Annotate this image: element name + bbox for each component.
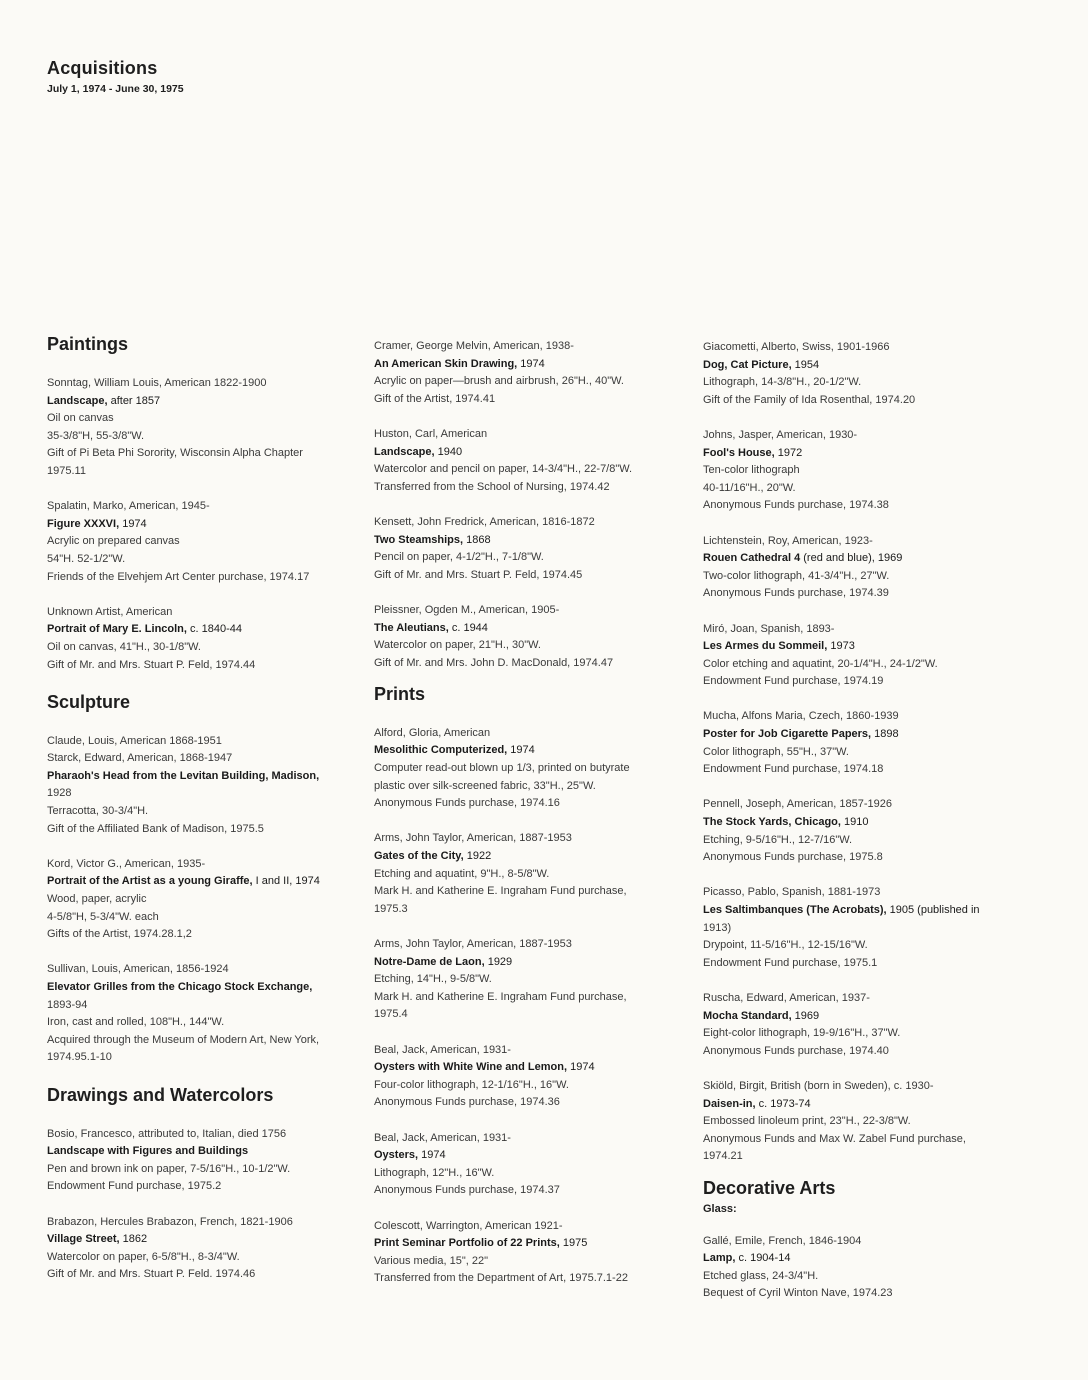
acquisition-entry: [703, 621, 1003, 691]
artist-line: Ruscha, Edward, American, 1937-: [703, 991, 870, 1004]
detail-line: Gift of Mr. and Mrs. Stuart P. Feld, 1974.45: [374, 568, 583, 581]
detail-line: 40-11/16"H., 20"W.: [703, 481, 796, 494]
section: [703, 339, 1003, 1166]
detail-line: Lithograph, 12"H., 16"W.: [374, 1166, 495, 1179]
work-title: Les Armes du Sommeil,: [703, 640, 828, 653]
artist-line: Starck, Edward, American, 1868-1947: [47, 752, 233, 765]
detail-line: Lithograph, 14-3/8"H., 20-1/2"W.: [703, 376, 862, 389]
acquisition-entry: [47, 498, 347, 586]
artist-line: Sullivan, Louis, American, 1856-1924: [47, 963, 229, 976]
detail-line: Anonymous Funds purchase, 1974.36: [374, 1096, 560, 1109]
column-right: [703, 339, 1003, 1320]
work-title-line: [47, 1231, 347, 1249]
acquisition-entry: [703, 1233, 1003, 1303]
detail-line: Endowment Fund purchase, 1975.2: [47, 1180, 222, 1193]
artist-line: Pleissner, Ogden M., American, 1905-: [374, 603, 560, 616]
artist-line: Arms, John Taylor, American, 1887-1953: [374, 832, 572, 845]
artist-line: Arms, John Taylor, American, 1887-1953: [374, 938, 572, 950]
acquisition-entry: [47, 733, 347, 839]
detail-line: Gift of Mr. and Mrs. John D. MacDonald, 1974.47: [374, 656, 614, 669]
work-date: 1940: [434, 445, 463, 458]
acquisition-entry: [703, 533, 1003, 603]
work-title: Fool's House,: [703, 446, 775, 459]
work-date: c. 1973-74: [755, 1097, 811, 1110]
acquisition-entry: [374, 1218, 674, 1288]
work-title: Landscape,: [47, 394, 108, 407]
work-title-line: [47, 516, 347, 534]
work-title: Dog, Cat Picture,: [703, 358, 792, 371]
artist-line: Bosio, Francesco, attributed to, Italian, died 1756: [47, 1127, 287, 1140]
work-date: I and II, 1974: [252, 875, 320, 888]
work-date: 1975: [559, 1237, 588, 1250]
detail-line: Gifts of the Artist, 1974.28.1,2: [47, 928, 192, 941]
work-date: 1974: [567, 1061, 595, 1074]
work-title-line: [374, 620, 674, 638]
work-title: Print Seminar Portfolio of 22 Prints,: [374, 1237, 560, 1250]
date-range: July 1, 1974 - June 30, 1975: [47, 83, 184, 95]
artist-line: Mucha, Alfons Maria, Czech, 1860-1939: [703, 710, 899, 723]
detail-line: 54"H. 52-1/2"W.: [47, 552, 126, 565]
page-title: Acquisitions: [47, 58, 158, 78]
work-title: An American Skin Drawing,: [374, 357, 518, 370]
detail-line: 1928: [47, 787, 72, 800]
detail-line: Four-color lithograph, 12-1/16"H., 16"W.: [374, 1078, 569, 1091]
acquisition-entry: [374, 1042, 674, 1112]
detail-line: Transferred from the School of Nursing, 1974.42: [374, 480, 610, 493]
detail-line: Acrylic on prepared canvas: [47, 535, 180, 548]
detail-line: Etching, 14"H., 9-5/8"W.: [374, 973, 492, 986]
work-title: Les Saltimbanques (The Acrobats),: [703, 904, 887, 916]
section: [47, 692, 347, 1067]
acquisition-entry: [374, 602, 674, 672]
artist-line: Lichtenstein, Roy, American, 1923-: [703, 534, 873, 547]
work-date: 1974: [119, 517, 147, 530]
detail-line: Acrylic on paper—brush and airbrush, 26"H., 40"W.: [374, 375, 624, 388]
acquisition-entry: [47, 1214, 347, 1284]
artist-line: Picasso, Pablo, Spanish, 1881-1973: [703, 886, 881, 899]
section-title: Decorative Arts: [703, 1177, 836, 1198]
acquisition-entry: [374, 936, 674, 1024]
work-title: Rouen Cathedral 4: [703, 552, 801, 565]
detail-line: Various media, 15", 22": [374, 1254, 489, 1267]
work-title: Mesolithic Computerized,: [374, 744, 508, 757]
detail-line: Anonymous Funds purchase, 1974.39: [703, 587, 889, 600]
work-title: Figure XXXVI,: [47, 517, 120, 530]
detail-line: 1975.11: [47, 464, 86, 477]
detail-line: Gift of the Affiliated Bank of Madison, 1975.5: [47, 822, 264, 835]
artist-line: Miró, Joan, Spanish, 1893-: [703, 622, 835, 635]
work-date: 1868: [463, 533, 491, 546]
artist-line: Spalatin, Marko, American, 1945-: [47, 500, 210, 513]
artist-line: Brabazon, Hercules Brabazon, French, 1821-1906: [47, 1215, 293, 1228]
artist-line: Johns, Jasper, American, 1930-: [703, 428, 858, 441]
acquisition-entry: [703, 796, 1003, 866]
acquisition-entry: [703, 884, 1003, 972]
detail-line: Endowment Fund purchase, 1974.19: [703, 675, 884, 688]
detail-line: Gift of Pi Beta Phi Sorority, Wisconsin Alpha Chapter: [47, 447, 303, 460]
section: [47, 334, 347, 674]
work-title-line: [703, 1008, 1003, 1026]
detail-line: Anonymous Funds purchase, 1974.40: [703, 1044, 889, 1057]
work-date: 1974: [517, 357, 545, 370]
detail-line: 1974.21: [703, 1150, 743, 1163]
artist-line: Alford, Gloria, American: [374, 726, 491, 739]
work-title: Daisen-in,: [703, 1097, 756, 1110]
detail-line: Mark H. and Katherine E. Ingraham Fund purchase,: [374, 990, 627, 1003]
artist-line: Huston, Carl, American: [374, 427, 488, 440]
column-left: [47, 334, 347, 1302]
section-title: Drawings and Watercolors: [47, 1084, 274, 1105]
acquisition-entry: [703, 708, 1003, 778]
work-date: 1910: [840, 816, 869, 829]
work-title-line: [374, 356, 674, 374]
detail-line: Color etching and aquatint, 20-1/4"H., 24-1/2"W.: [703, 657, 938, 670]
work-title: The Aleutians,: [374, 621, 449, 634]
artist-line: Skiöld, Birgit, British (born in Sweden), c. 1930-: [703, 1079, 934, 1092]
detail-line: Oil on canvas, 41"H., 30-1/8"W.: [47, 640, 201, 653]
work-date: c. 1904-14: [735, 1252, 791, 1265]
work-title-line: [47, 1143, 347, 1161]
section: [374, 338, 674, 672]
section: [47, 1085, 347, 1284]
work-date: 1922: [463, 850, 492, 863]
column-middle: [374, 338, 674, 1305]
detail-line: Iron, cast and rolled, 108"H., 144"W.: [47, 1016, 225, 1029]
artist-line: Unknown Artist, American: [47, 605, 173, 618]
acquisition-entry: [374, 830, 674, 918]
detail-line: Etching and aquatint, 9"H., 8-5/8"W.: [374, 867, 550, 880]
detail-line: 1913): [703, 921, 732, 934]
artist-line: Giacometti, Alberto, Swiss, 1901-1966: [703, 341, 890, 353]
acquisition-entry: [47, 1126, 347, 1196]
detail-line: Anonymous Funds purchase, 1975.8: [703, 851, 883, 864]
detail-line: 1893-94: [47, 998, 88, 1011]
acquisition-entry: [374, 338, 674, 408]
work-title: Two Steamships,: [374, 533, 464, 546]
work-title-line: [703, 1096, 1003, 1114]
detail-line: Terracotta, 30-3/4"H.: [47, 805, 149, 818]
work-title-line: [374, 1147, 674, 1165]
work-title-line: [374, 742, 674, 760]
work-date: 1862: [119, 1233, 148, 1246]
detail-line: Wood, paper, acrylic: [47, 893, 147, 906]
detail-line: plastic over silk-screened fabric, 33"H., 25"W.: [374, 779, 596, 792]
section: [703, 1178, 1003, 1303]
detail-line: Anonymous Funds purchase, 1974.16: [374, 797, 560, 810]
work-title-line: [47, 621, 347, 639]
artist-line: Kensett, John Fredrick, American, 1816-1872: [374, 515, 595, 528]
work-title-line: [47, 979, 347, 997]
detail-line: Color lithograph, 55"H., 37"W.: [703, 745, 849, 758]
work-title: Elevator Grilles from the Chicago Stock Exchange,: [47, 981, 313, 993]
detail-line: Endowment Fund purchase, 1975.1: [703, 956, 878, 969]
section-title: Sculpture: [47, 691, 131, 712]
artist-line: Kord, Victor G., American, 1935-: [47, 857, 206, 870]
detail-line: Transferred from the Department of Art, 1975.7.1-22: [374, 1272, 628, 1285]
work-title-line: [47, 768, 347, 786]
detail-line: Watercolor on paper, 6-5/8"H., 8-3/4"W.: [47, 1250, 240, 1263]
detail-line: Watercolor and pencil on paper, 14-3/4"H., 22-7/8"W.: [374, 463, 633, 476]
work-title: Gates of the City,: [374, 850, 464, 863]
detail-line: Bequest of Cyril Winton Nave, 1974.23: [703, 1287, 893, 1300]
work-date: (red and blue), 1969: [800, 552, 903, 565]
acquisition-entry: [47, 604, 347, 674]
detail-line: Drypoint, 11-5/16"H., 12-15/16"W.: [703, 939, 868, 952]
section: [374, 684, 674, 1288]
detail-line: Gift of the Artist, 1974.41: [374, 392, 496, 405]
work-date: 1973: [827, 640, 855, 653]
work-date: 1905 (published in: [886, 904, 980, 916]
work-title-line: [374, 1059, 674, 1077]
detail-line: Embossed linoleum print, 23"H., 22-3/8"W.: [703, 1115, 911, 1128]
detail-line: Endowment Fund purchase, 1974.18: [703, 763, 884, 776]
work-date: 1974: [507, 744, 535, 757]
work-date: 1969: [791, 1009, 820, 1022]
detail-line: Friends of the Elvehjem Art Center purchase, 1974.17: [47, 570, 310, 583]
acquisition-entry: [703, 990, 1003, 1060]
work-date: 1972: [774, 446, 803, 459]
detail-line: Gift of Mr. and Mrs. Stuart P. Feld, 1974.44: [47, 658, 256, 671]
acquisition-entry: [47, 856, 347, 944]
work-title: Oysters with White Wine and Lemon,: [374, 1061, 568, 1074]
work-title: Notre-Dame de Laon,: [374, 955, 485, 968]
detail-line: Eight-color lithograph, 19-9/16"H., 37"W.: [703, 1027, 901, 1040]
detail-line: Etching, 9-5/16"H., 12-7/16"W.: [703, 833, 853, 846]
work-title-line: [47, 393, 347, 411]
work-date: after 1857: [107, 394, 161, 407]
work-title-line: [703, 357, 1003, 375]
detail-line: Two-color lithograph, 41-3/4"H., 27"W.: [703, 569, 890, 582]
acquisition-entry: [703, 339, 1003, 409]
work-title: Poster for Job Cigarette Papers,: [703, 728, 872, 741]
work-title-line: [703, 1250, 1003, 1268]
detail-line: Anonymous Funds and Max W. Zabel Fund purchase,: [703, 1132, 966, 1145]
work-title: Oysters,: [374, 1149, 419, 1162]
detail-line: 1974.95.1-10: [47, 1051, 112, 1064]
work-title: Portrait of Mary E. Lincoln,: [47, 623, 187, 636]
work-title-line: [374, 848, 674, 866]
artist-line: Cramer, George Melvin, American, 1938-: [374, 340, 574, 352]
artist-line: Beal, Jack, American, 1931-: [374, 1043, 511, 1056]
acquisition-entry: [47, 375, 347, 481]
work-title: Village Street,: [47, 1233, 120, 1246]
work-date: 1898: [871, 728, 899, 741]
detail-line: Anonymous Funds purchase, 1974.37: [374, 1184, 560, 1197]
work-date: 1954: [791, 358, 820, 371]
artist-line: Pennell, Joseph, American, 1857-1926: [703, 798, 892, 811]
work-title-line: [374, 444, 674, 462]
acquisition-entry: [374, 1130, 674, 1200]
work-title-line: [703, 814, 1003, 832]
detail-line: Watercolor on paper, 21"H., 30"W.: [374, 639, 541, 652]
detail-line: Anonymous Funds purchase, 1974.38: [703, 499, 889, 512]
acquisition-entry: [374, 426, 674, 496]
detail-line: Oil on canvas: [47, 412, 114, 425]
detail-line: Gift of the Family of Ida Rosenthal, 1974.20: [703, 393, 916, 406]
detail-line: Computer read-out blown up 1/3, printed on butyrate: [374, 762, 630, 775]
detail-line: Pen and brown ink on paper, 7-5/16"H., 10-1/2"W.: [47, 1162, 291, 1175]
work-title-line: [703, 902, 1003, 920]
artist-line: Gallé, Emile, French, 1846-1904: [703, 1234, 862, 1247]
work-title-line: [374, 1235, 674, 1253]
detail-line: 1975.4: [374, 1008, 408, 1021]
detail-line: Ten-color lithograph: [703, 464, 800, 477]
artist-line: Sonntag, William Louis, American 1822-1900: [47, 377, 267, 389]
work-title-line: [703, 638, 1003, 656]
work-title: Landscape,: [374, 445, 435, 458]
acquisition-entry: [47, 961, 347, 1067]
detail-line: Mark H. and Katherine E. Ingraham Fund purchase,: [374, 885, 627, 898]
acquisition-entry: [703, 1078, 1003, 1166]
page-header: [47, 58, 184, 95]
work-date: 1929: [484, 955, 513, 968]
detail-line: Pencil on paper, 4-1/2"H., 7-1/8"W.: [374, 551, 544, 564]
work-title: Lamp,: [703, 1252, 736, 1265]
work-date: c. 1944: [448, 621, 488, 634]
work-title-line: [374, 532, 674, 550]
artist-line: Claude, Louis, American 1868-1951: [47, 734, 222, 747]
artist-line: Beal, Jack, American, 1931-: [374, 1131, 511, 1144]
acquisition-entry: [374, 514, 674, 584]
detail-line: 35-3/8"H, 55-3/8"W.: [47, 429, 145, 442]
work-title: Mocha Standard,: [703, 1009, 792, 1022]
artist-line: Colescott, Warrington, American 1921-: [374, 1219, 563, 1232]
detail-line: 1975.3: [374, 902, 408, 915]
detail-line: Gift of Mr. and Mrs. Stuart P. Feld. 1974.46: [47, 1268, 256, 1281]
section-title: Prints: [374, 683, 426, 704]
work-title: The Stock Yards, Chicago,: [703, 816, 841, 829]
detail-line: 4-5/8"H, 5-3/4"W. each: [47, 910, 159, 923]
work-date: 1974: [418, 1149, 446, 1162]
detail-line: Acquired through the Museum of Modern Art, New York,: [47, 1033, 320, 1046]
section-title: Paintings: [47, 334, 129, 354]
work-date: c. 1840-44: [186, 623, 243, 636]
work-title-line: [374, 954, 674, 972]
work-title-line: [47, 873, 347, 891]
work-title-line: [703, 550, 1003, 568]
work-title: Landscape with Figures and Buildings: [47, 1145, 249, 1158]
work-title: Pharaoh's Head from the Levitan Building, Madison,: [47, 769, 320, 782]
detail-line: Etched glass, 24-3/4"H.: [703, 1269, 819, 1282]
work-title-line: [703, 726, 1003, 744]
section-subtitle: Glass:: [703, 1202, 737, 1215]
work-title: Portrait of the Artist as a young Giraffe,: [47, 875, 253, 888]
acquisition-entry: [703, 427, 1003, 515]
acquisition-entry: [374, 725, 674, 813]
work-title-line: [703, 445, 1003, 463]
